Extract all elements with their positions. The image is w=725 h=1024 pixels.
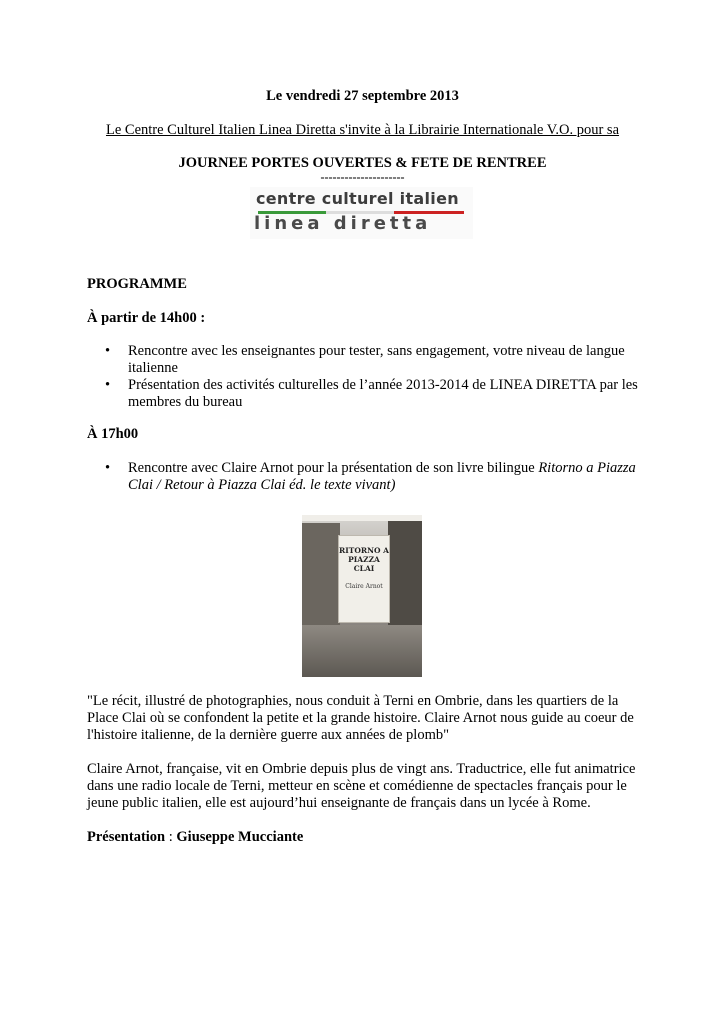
session2-list: [105, 460, 645, 494]
bullet-icon: •: [105, 377, 111, 393]
book-cover-image: [302, 515, 422, 677]
session2-time: À 17h00: [87, 426, 139, 442]
event-title: JOURNEE PORTES OUVERTES & FETE DE RENTREE: [178, 155, 547, 171]
programme-heading: PROGRAMME: [87, 276, 187, 292]
book-title-box: [338, 535, 390, 623]
session1-list: [105, 343, 645, 411]
bio-paragraph: Claire Arnot, française, vit en Ombrie depuis plus de vingt ans. Traductrice, elle fut animatrice dans une radio locale de Terni, metteur en scène et comédienne de spectacles français pour le jeune public italien, elle est aujourd’hui enseignante de français dans un lycée à Rome.: [87, 761, 636, 811]
presentation-line: [87, 829, 303, 846]
list-item: • Rencontre avec les enseignantes pour tester, sans engagement, votre niveau de langue italienne: [105, 343, 625, 376]
title-separator: ---------------------: [320, 170, 405, 184]
presenter-name: Giuseppe Mucciante: [176, 829, 304, 845]
date-heading: Le vendredi 27 septembre 2013: [266, 88, 459, 104]
logo-line1: centre culturel italien: [256, 189, 459, 208]
quote-paragraph: "Le récit, illustré de photographies, nous conduit à Terni en Ombrie, dans les quartiers de la Place Clai où se confondent la petite et la grande histoire. Claire Arnot nous guide au coeur de l'histoire italienne, de la dernière guerre aux années de plomb": [87, 693, 634, 743]
book-title: RITORNO A PIAZZA CLAI: [339, 546, 389, 573]
bullet-icon: •: [105, 460, 111, 476]
logo-line2: linea diretta: [254, 213, 432, 234]
presentation-label: Présentation: [87, 829, 166, 845]
bullet-icon: •: [105, 343, 111, 359]
session1-time: À partir de 14h00 :: [87, 310, 206, 326]
intro-line: Le Centre Culturel Italien Linea Diretta s'invite à la Librairie Internationale V.O. pour sa: [105, 122, 620, 138]
list-item: • Rencontre avec Claire Arnot pour la présentation de son livre bilingue Ritorno a Piazza Clai / Retour à Piazza Clai éd. le texte vivant): [105, 460, 636, 493]
linea-diretta-logo: [250, 187, 473, 239]
presentation-separator: :: [165, 829, 177, 845]
book-author: Claire Arnot: [345, 583, 383, 590]
list-item: • Présentation des activités culturelles de l’année 2013-2014 de LINEA DIRETTA par les membres du bureau: [105, 377, 638, 410]
